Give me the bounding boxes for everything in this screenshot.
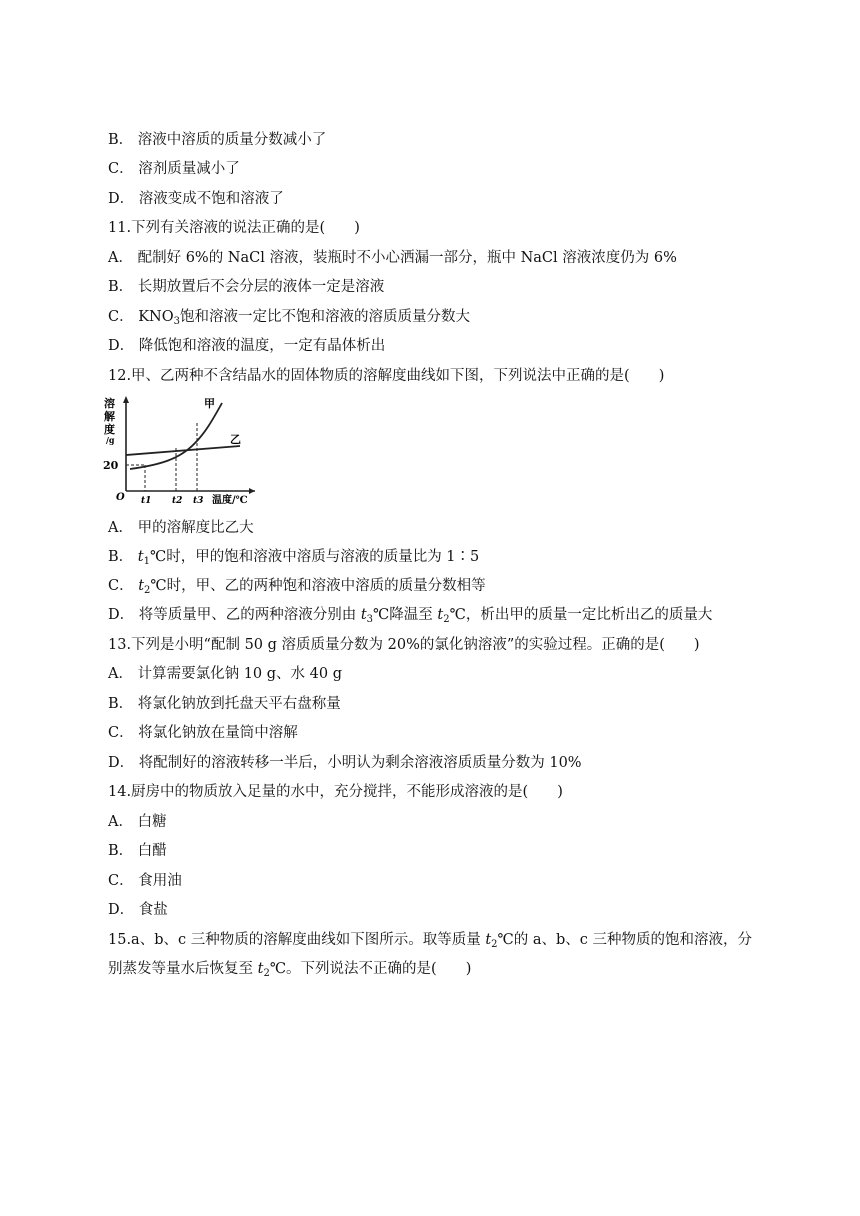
option-11-d: D． 降低饱和溶液的温度，一定有晶体析出: [108, 338, 386, 354]
option-11-b: B． 长期放置后不会分层的液体一定是溶液: [108, 279, 385, 295]
question-15-line-1: 15.a、b、c 三种物质的溶解度曲线如下图所示。取等质量 $t_2℃$的 a、b、c 三种物质的饱和溶液，分: [108, 932, 753, 950]
origin-label: O: [116, 492, 125, 503]
y-label-char-1: 溶: [104, 397, 115, 410]
option-14-d: D． 食盐: [108, 902, 168, 918]
option-14-b: B． 白醋: [108, 843, 167, 859]
option-11-a: A． 配制好 6%的 NaCl 溶液，装瓶时不小心洒漏一部分，瓶中 NaCl 溶液浓度仍为 6%: [108, 250, 677, 266]
option-12-d: D． 将等质量甲、乙的两种溶液分别由 $t_3℃$降温至 $t_2℃$，析出甲的质量一定比析出乙的质量大: [108, 607, 713, 625]
option-11-c: C． $KNO_3$饱和溶液一定比不饱和溶液的溶质质量分数大: [108, 309, 470, 327]
solubility-curve-figure: [100, 393, 260, 508]
curve-jia-label: 甲: [204, 397, 215, 410]
curve-yi-label: 乙: [230, 433, 241, 446]
option-10-b: B． 溶液中溶质的质量分数减小了: [108, 132, 327, 148]
x-label: 温度/℃: [212, 495, 248, 506]
y-label-unit: /g: [106, 435, 115, 445]
t3-label: t3: [193, 496, 204, 506]
option-10-c: C． 溶剂质量减小了: [108, 161, 240, 177]
question-15-line-2: 别蒸发等量水后恢复至 $t_2℃$。下列说法不正确的是( ): [108, 961, 472, 979]
question-11: 11.下列有关溶液的说法正确的是( ): [108, 220, 360, 236]
option-12-a: A． 甲的溶解度比乙大: [108, 520, 254, 536]
option-13-a: A． 计算需要氯化钠 10 g、水 40 g: [108, 666, 342, 682]
t1-label: t1: [141, 496, 152, 506]
y-label-char-3: 度: [104, 423, 115, 436]
question-13: 13.下列是小明“配制 50 g 溶质质量分数为 20%的氯化钠溶液”的实验过程。正确的是( ): [108, 637, 700, 653]
option-14-c: C． 食用油: [108, 873, 182, 889]
option-10-d: D． 溶液变成不饱和溶液了: [108, 191, 284, 207]
option-13-d: D． 将配制好的溶液转移一半后，小明认为剩余溶液溶质质量分数为 10%: [108, 755, 582, 771]
option-13-c: C． 将氯化钠放在量筒中溶解: [108, 725, 298, 741]
option-12-b: B． $t_1℃$时，甲的饱和溶液中溶质与溶液的质量比为 1∶5: [108, 549, 480, 567]
option-14-a: A． 白糖: [108, 814, 167, 830]
question-14: 14.厨房中的物质放入足量的水中，充分搅拌，不能形成溶液的是( ): [108, 784, 563, 800]
t2-label: t2: [172, 496, 183, 506]
y-tick-20: 20: [103, 459, 119, 472]
question-12: 12.甲、乙两种不含结晶水的固体物质的溶解度曲线如下图，下列说法中正确的是( ): [108, 368, 665, 384]
y-label-char-2: 解: [104, 410, 115, 423]
option-12-c: C． $t_2℃$时，甲、乙的两种饱和溶液中溶质的质量分数相等: [108, 578, 486, 596]
option-13-b: B． 将氯化钠放到托盘天平右盘称量: [108, 696, 341, 712]
